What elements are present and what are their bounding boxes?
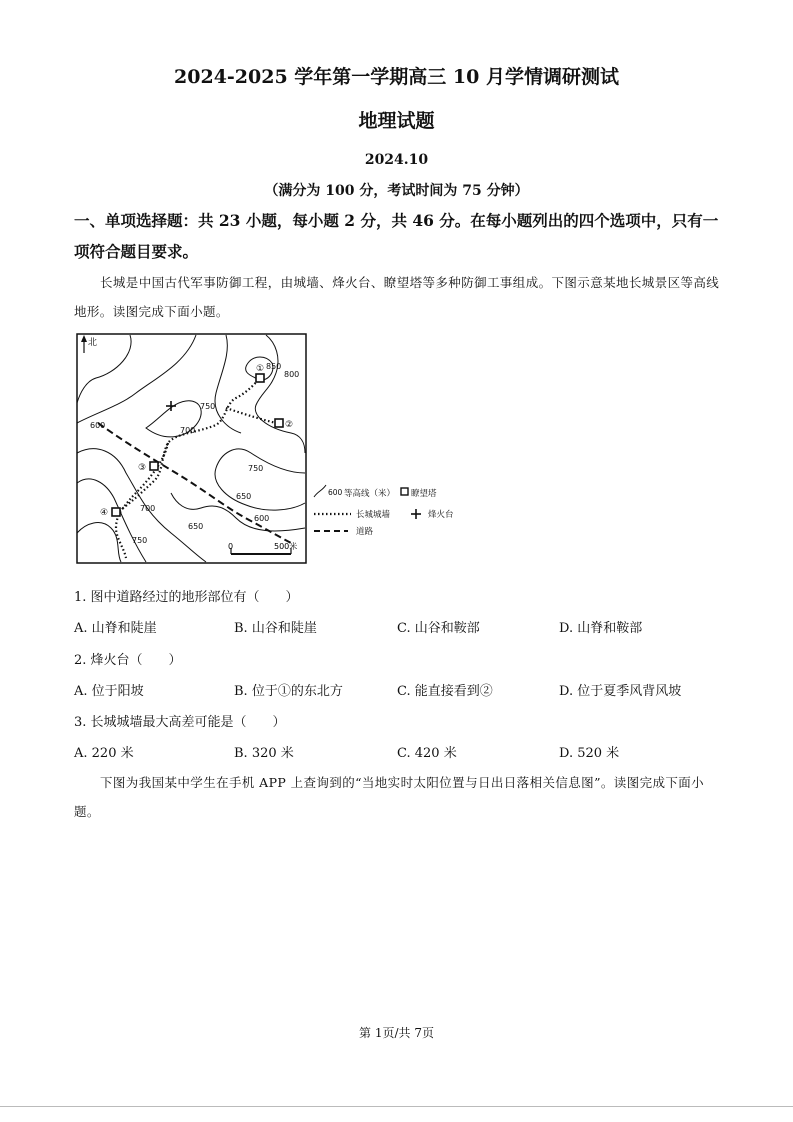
contour-label: 850 xyxy=(266,362,282,371)
intro-paragraph-2: 下图为我国某中学生在手机 APP 上查询到的“当地实时太阳位置与日出日落相关信息图”。读图完成下面小题。 xyxy=(74,775,705,819)
question-2-option-d[interactable]: D. 位于夏季风背风坡 xyxy=(559,684,682,699)
map-legend xyxy=(314,485,454,537)
scale-bar xyxy=(228,541,297,554)
question-3-option-d[interactable]: D. 520 米 xyxy=(559,746,620,761)
contour-label: 700 xyxy=(140,504,156,513)
tower-1-icon xyxy=(256,374,264,382)
contour-label: 600 xyxy=(90,421,106,430)
contour-label: 750 xyxy=(200,402,216,411)
question-2-stem: 2. 烽火台（ ） xyxy=(74,653,182,668)
contour-label: 600 xyxy=(254,514,270,523)
scale-zero: 0 xyxy=(228,542,234,551)
tower-4-icon xyxy=(112,508,120,516)
tower-1-label: ① xyxy=(256,364,265,374)
tower-3-label: ③ xyxy=(138,463,147,473)
north-label: 北 xyxy=(88,338,98,348)
tower-2-label: ② xyxy=(285,420,294,430)
legend-contour-icon xyxy=(314,485,326,497)
exam-subject: 地理试题 xyxy=(358,110,435,132)
tower-3-icon xyxy=(150,462,158,470)
question-1-option-c[interactable]: C. 山谷和鞍部 xyxy=(397,621,480,636)
scale-end: 500米 xyxy=(274,542,298,551)
contour-label: 800 xyxy=(284,370,300,379)
question-1-option-a[interactable]: A. 山脊和陡崖 xyxy=(74,621,157,636)
legend-contour-value: 600 xyxy=(328,488,343,497)
legend-tower-icon xyxy=(401,488,408,495)
question-2-option-a[interactable]: A. 位于阳坡 xyxy=(74,684,144,699)
question-1-option-d[interactable]: D. 山脊和鞍部 xyxy=(559,621,643,636)
legend-wall-label: 长城城墙 xyxy=(356,510,391,520)
bottom-rule xyxy=(0,1106,793,1107)
tower-2-icon xyxy=(275,419,283,427)
question-3-stem: 3. 长城城墙最大高差可能是（ ） xyxy=(74,715,286,730)
contour-label: 750 xyxy=(132,536,148,545)
page-footer: 第 1页/共 7页 xyxy=(359,1026,434,1040)
exam-date: 2024.10 xyxy=(364,152,429,168)
question-1-option-b[interactable]: B. 山谷和陡崖 xyxy=(234,621,317,636)
contour-label: 700 xyxy=(180,426,196,435)
question-1-stem: 1. 图中道路经过的地形部位有（ ） xyxy=(74,590,299,605)
contour-labels xyxy=(90,362,299,545)
exam-note: （满分为 100 分，考试时间为 75 分钟） xyxy=(264,183,529,199)
question-2-option-c[interactable]: C. 能直接看到② xyxy=(397,684,493,699)
legend-beacon-icon xyxy=(411,509,421,519)
contour-label: 650 xyxy=(188,522,204,531)
question-3-option-c[interactable]: C. 420 米 xyxy=(397,746,457,761)
contour-map-figure xyxy=(76,333,476,565)
contour-label: 750 xyxy=(248,464,264,473)
beacon-icon xyxy=(166,401,176,411)
intro-paragraph-1: 长城是中国古代军事防御工程，由城墙、烽火台、瞭望塔等多种防御工事组成。下图示意某地长城景区等高线地形。读图完成下面小题。 xyxy=(74,275,720,319)
legend-tower-label: 瞭望塔 xyxy=(411,489,437,499)
legend-road-label: 道路 xyxy=(356,527,374,537)
tower-4-label: ④ xyxy=(100,508,109,518)
question-3-option-a[interactable]: A. 220 米 xyxy=(74,746,134,761)
tower-labels xyxy=(100,364,293,518)
north-arrow-head xyxy=(81,335,87,342)
section-heading: 一、单项选择题：共 23 小题，每小题 2 分，共 46 分。在每小题列出的四个选项中，只有一项符合题目要求。 xyxy=(74,211,719,261)
question-2-option-b[interactable]: B. 位于①的东北方 xyxy=(234,684,343,699)
legend-beacon-label: 烽火台 xyxy=(428,510,454,520)
question-3-option-b[interactable]: B. 320 米 xyxy=(234,746,294,761)
exam-title: 2024-2025 学年第一学期高三 10 月学情调研测试 xyxy=(174,66,619,88)
legend-contour-label: 等高线（米） xyxy=(344,489,396,499)
contour-label: 650 xyxy=(236,492,252,501)
